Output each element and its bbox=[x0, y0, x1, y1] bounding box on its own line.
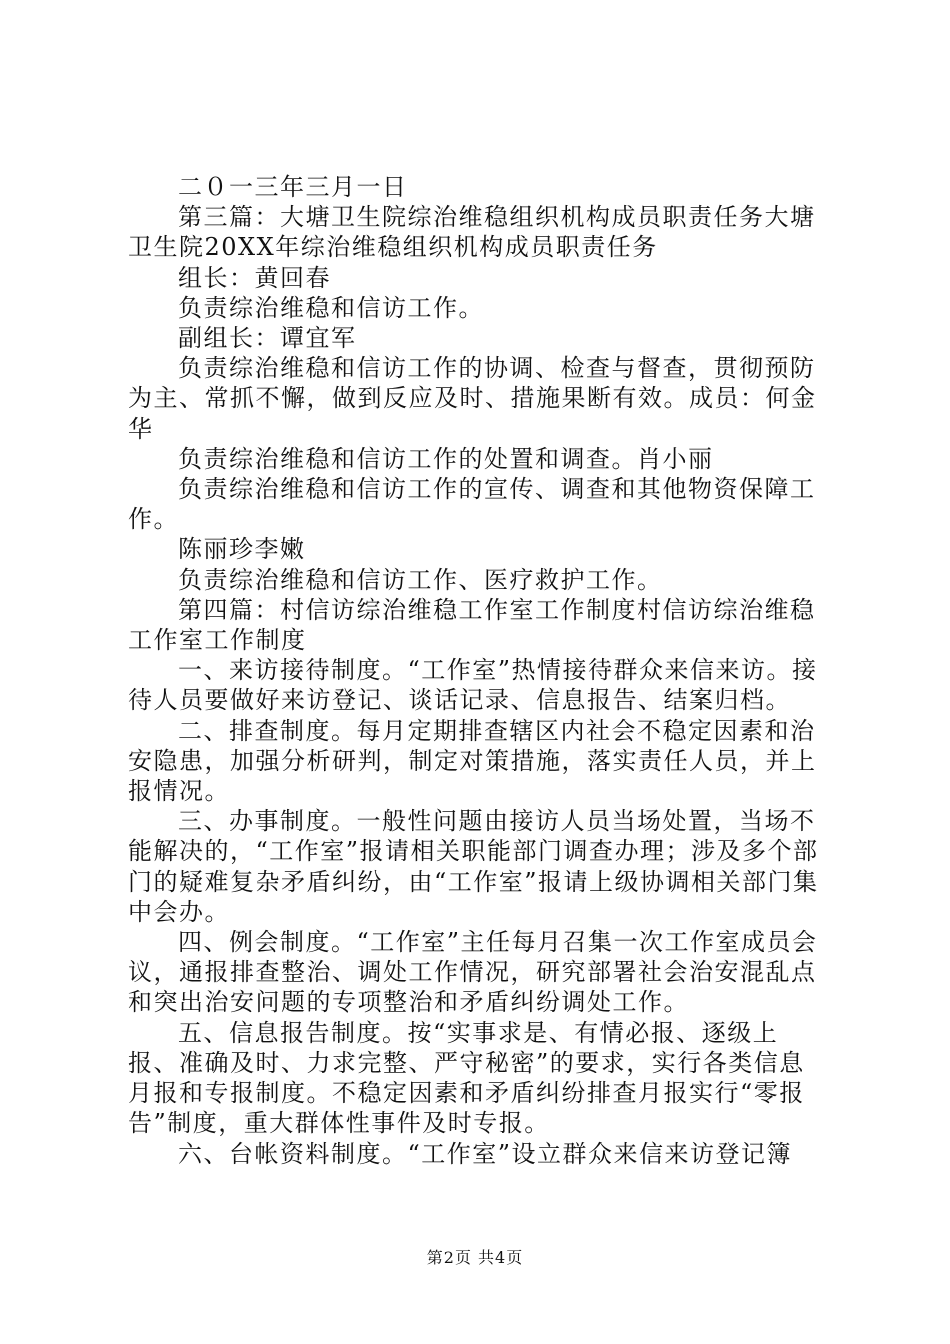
group-leader: 组长：黄回春 bbox=[178, 263, 331, 292]
rule-inspection: 二、排查制度。每月定期排查辖区内社会不稳定因素和治安隐患，加强分析研判，制定对策措施，落实责任人员，并上报情况。 bbox=[128, 716, 817, 806]
member-duty-3: 负责综治维稳和信访工作、医疗救护工作。 bbox=[178, 565, 663, 594]
rule-reporting: 五、信息报告制度。按“实事求是、有情必报、逐级上报、准确及时、力求完整、严守秘密”的要求，实行各类信息月报和专报制度。不稳定因素和矛盾纠纷排查月报实行“零报告”制度，重大群体性事件及时专报。 bbox=[128, 1018, 805, 1138]
group-leader-duty: 负责综治维稳和信访工作。 bbox=[178, 293, 484, 322]
page-number: 第2页 共4页 bbox=[426, 1248, 524, 1267]
deputy-leader: 副组长：谭宜军 bbox=[178, 324, 357, 353]
member-duty-2: 负责综治维稳和信访工作的宣传、调查和其他物资保障工作。 bbox=[128, 475, 816, 534]
rule-records: 六、台帐资料制度。“工作室”设立群众来信来访登记簿 bbox=[178, 1139, 793, 1168]
section-four-title: 第四篇：村信访综治维稳工作室工作制度村信访综治维稳工作室工作制度 bbox=[128, 595, 816, 655]
date-line: 二０一三年三月一日 bbox=[178, 173, 408, 201]
section-three-title: 第三篇：大塘卫生院综治维稳组织机构成员职责任务大塘卫生院20XX年综治维稳组织机构成员职责任务 bbox=[128, 203, 816, 262]
rule-meeting: 四、例会制度。“工作室”主任每月召集一次工作室成员会议，通报排查整治、调处工作情况，研究部署社会治安混乱点和突出治安问题的专项整治和矛盾纠纷调处工作。 bbox=[128, 928, 818, 1017]
document-body bbox=[128, 172, 828, 1169]
rule-reception: 一、来访接待制度。“工作室”热情接待群众来信来访。接待人员要做好来访登记、谈话记录、信息报告、结案归档。 bbox=[128, 656, 818, 715]
rule-handling: 三、办事制度。一般性问题由接访人员当场处置，当场不能解决的，“工作室”报请相关职能部门调查办理；涉及多个部门的疑难复杂矛盾纠纷，由“工作室”报请上级协调相关部门集中会办。 bbox=[128, 807, 819, 926]
member-names: 陈丽珍李嫩 bbox=[178, 535, 306, 564]
member-duty-1: 负责综治维稳和信访工作的处置和调查。肖小丽 bbox=[178, 444, 714, 473]
deputy-leader-duty: 负责综治维稳和信访工作的协调、检查与督查，贯彻预防为主、常抓不懈，做到反应及时、措施果断有效。成员：何金华 bbox=[128, 354, 817, 443]
